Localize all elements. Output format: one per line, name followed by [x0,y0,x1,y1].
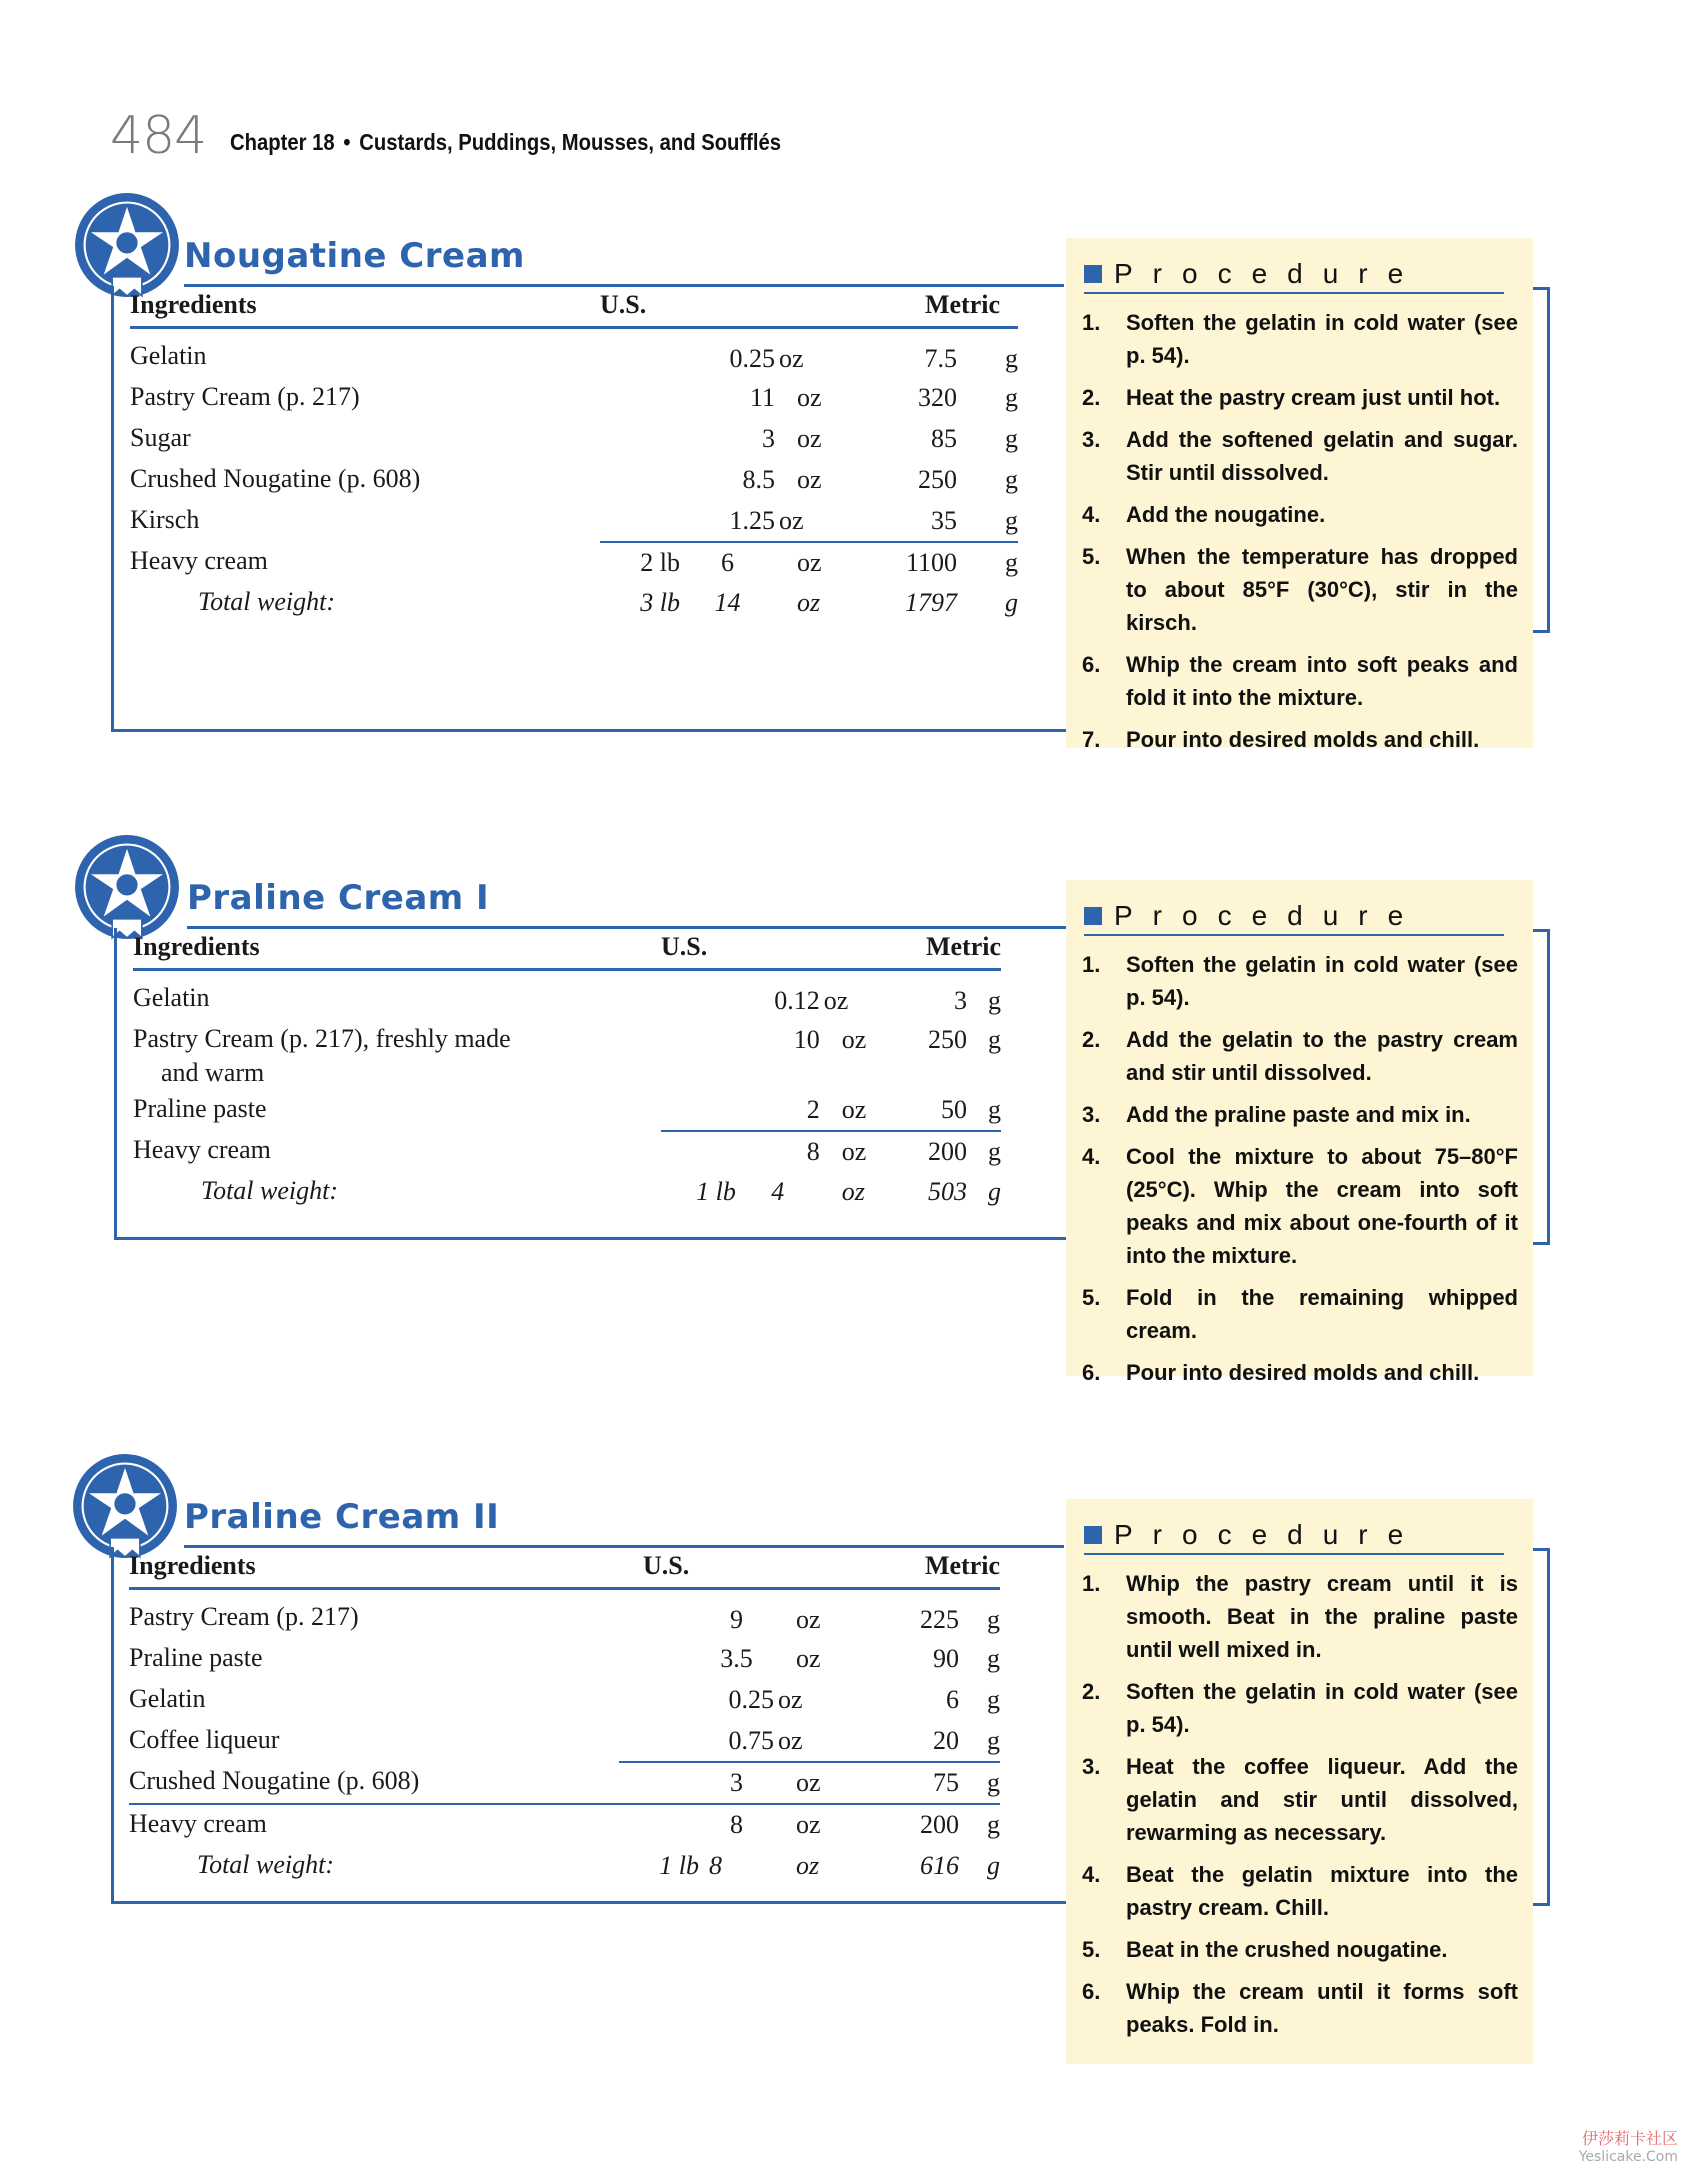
list-item [1082,1975,1518,2041]
watermark-chinese: 伊莎莉卡社区 [1581,2129,1678,2148]
us-unit: oz [778,1685,803,1714]
ingredients-table [133,932,1001,1213]
list-item [1082,648,1518,714]
list-item [1082,1356,1518,1389]
procedure-heading [1084,258,1423,290]
metric-amount: 200 [920,1810,959,1839]
us-amount: 0.25 [729,344,775,373]
list-item [1082,1675,1518,1741]
square-bullet-icon [1084,907,1102,925]
header-ingredients: Ingredients [133,932,661,970]
us-pounds [600,378,680,419]
us-pounds [661,970,736,1021]
metric-unit: g [1005,548,1018,577]
procedure-steps [1082,948,1518,1398]
metric-amount: 50 [866,1090,967,1131]
table-row [130,419,1018,460]
table-row [133,1090,1001,1131]
us-unit: oz [796,1605,821,1634]
us-pounds: 1 lb [696,1177,736,1206]
table-row [130,378,1018,419]
ingredients-table [129,1551,1000,1887]
us-amount: 11 [749,383,775,412]
step-text: Cool the mixture to about 75–80°F (25°C). Whip the cream into soft peaks and mix about one-fourth of it into the mixture. [1126,1144,1518,1268]
metric-unit: g [987,1644,1000,1673]
us-unit: oz [820,1090,867,1131]
step-text: Beat the gelatin mixture into the pastry cream. Chill. [1126,1862,1518,1920]
metric-amount: 250 [927,1025,967,1054]
ingredient-name: Praline paste [133,1094,267,1123]
us-pounds: 1 lb [659,1851,699,1880]
metric-unit: g [959,1721,1000,1762]
us-amount: 9 [730,1605,743,1634]
total-row [129,1846,1000,1887]
step-number: 3. [1082,1754,1101,1779]
list-item [1082,306,1518,372]
cordon-bleu-logo-icon [74,834,180,940]
us-amount: 3 [762,424,775,453]
us-amount: 10 [793,1025,820,1054]
step-number: 5. [1082,544,1101,569]
ingredient-name [133,1020,661,1090]
step-number: 3. [1082,427,1101,452]
bullet-separator: • [343,129,351,155]
chapter-title: Custards, Puddings, Mousses, and Soufflés [359,129,782,155]
header-us: U.S. [619,1551,829,1589]
step-text: Heat the pastry cream just until hot. [1126,385,1501,410]
us-pounds [619,1639,699,1680]
table-header-row [129,1551,1000,1589]
step-text: Soften the gelatin in cold water (see p. 54). [1126,1679,1518,1737]
us-amount: 8.5 [742,465,775,494]
list-item [1082,498,1518,531]
cordon-bleu-logo-icon [74,192,180,298]
metric-unit: g [988,1177,1001,1206]
us-amount: 0.12 [774,986,820,1015]
us-amount: 8 [709,1851,722,1880]
ingredient-name: Gelatin [130,341,207,370]
us-pounds [661,1090,736,1131]
step-text: Beat in the crushed nougatine. [1126,1937,1448,1962]
header-ingredients: Ingredients [130,290,600,328]
table-row [129,1804,1000,1846]
step-number: 2. [1082,1679,1101,1704]
metric-unit: g [967,1090,1001,1131]
list-item [1082,381,1518,414]
total-row [130,583,1018,624]
step-number: 2. [1082,1027,1101,1052]
procedure-heading [1084,1519,1423,1551]
metric-unit: g [1005,383,1018,412]
ingredient-name: Heavy cream [130,546,268,575]
list-item [1082,948,1518,1014]
table-row [129,1721,1000,1762]
list-item [1082,1140,1518,1272]
metric-unit: g [987,1685,1000,1714]
step-text: When the temperature has dropped to about 85°F (30°C), stir in the kirsch. [1126,544,1518,635]
us-amount: 1.25 [680,501,775,542]
table-row [129,1680,1000,1721]
step-text: Whip the cream into soft peaks and fold it into the mixture. [1126,652,1518,710]
us-pounds: 3 lb [640,588,680,617]
recipe-title: Praline Cream II [184,1497,500,1537]
step-number: 3. [1082,1102,1101,1127]
list-item [1082,1567,1518,1666]
us-unit: oz [841,1177,865,1206]
step-text: Whip the cream until it forms soft peaks. Fold in. [1126,1979,1518,2037]
metric-amount: 250 [918,465,957,494]
metric-unit: g [957,501,1018,542]
us-amount: 6 [721,548,734,577]
ingredient-name: Crushed Nougatine (p. 608) [130,464,421,493]
list-item [1082,1933,1518,1966]
list-item [1082,1023,1518,1089]
step-text: Add the gelatin to the pastry cream and stir until dissolved. [1126,1027,1518,1085]
square-bullet-icon [1084,265,1102,283]
step-number: 2. [1082,385,1101,410]
metric-unit: g [987,1810,1000,1839]
us-unit: oz [797,424,822,453]
step-number: 1. [1082,1571,1101,1596]
us-unit: oz [796,1810,821,1839]
ingredient-name: Pastry Cream (p. 217) [129,1602,359,1631]
us-amount: 4 [771,1177,785,1206]
ingredient-name: Kirsch [130,505,200,534]
step-text: Add the softened gelatin and sugar. Stir until dissolved. [1126,427,1518,485]
us-unit: oz [775,501,827,542]
metric-unit: g [988,1137,1001,1166]
procedure-panel [1066,1499,1533,2064]
chapter-label: Chapter 18 [230,129,335,155]
table-row [133,970,1001,1021]
table-row [129,1639,1000,1680]
ingredient-name: Gelatin [129,1684,206,1713]
procedure-rule [1084,1553,1504,1555]
page-header [110,92,856,166]
procedure-panel [1066,238,1533,752]
table-row [133,1020,1001,1090]
header-ingredients: Ingredients [129,1551,619,1589]
procedure-panel [1066,880,1533,1385]
table-row [129,1589,1000,1640]
table-row [129,1762,1000,1804]
us-pounds [619,1804,699,1846]
us-unit: oz [774,1762,829,1804]
metric-unit: g [1005,344,1018,373]
recipe-title: Nougatine Cream [184,236,525,276]
cordon-bleu-logo-icon [72,1453,178,1559]
ingredient-name: Coffee liqueur [129,1725,280,1754]
recipe-title: Praline Cream I [187,878,490,918]
step-number: 4. [1082,502,1101,527]
list-item [1082,423,1518,489]
ingredient-name: Heavy cream [133,1135,271,1164]
us-amount: 14 [714,588,741,617]
procedure-label: Procedure [1114,1519,1424,1550]
metric-amount: 20 [829,1721,959,1762]
step-text: Whip the pastry cream until it is smooth. Beat in the praline paste until well mixed in. [1126,1571,1518,1662]
step-text: Heat the coffee liqueur. Add the gelatin and stir until dissolved, rewarming as necessary. [1126,1754,1518,1845]
us-pounds [619,1721,699,1762]
header-us: U.S. [661,932,866,970]
step-number: 4. [1082,1144,1101,1169]
us-pounds [600,460,680,501]
total-label: Total weight: [197,1850,335,1879]
metric-amount: 7.5 [924,344,957,373]
header-metric: Metric [829,1551,1000,1589]
procedure-rule [1084,292,1504,294]
metric-unit: g [959,1762,1000,1804]
us-unit: oz [797,588,821,617]
procedure-steps [1082,1567,1518,2050]
page-number: 484 [110,106,207,166]
square-bullet-icon [1084,1526,1102,1544]
us-pounds [661,1020,736,1090]
procedure-rule [1084,934,1504,936]
us-amount: 0.75 [699,1721,774,1762]
step-number: 6. [1082,1360,1101,1385]
list-item [1082,723,1518,756]
us-amount: 3 [699,1762,774,1804]
table-header-row [130,290,1018,328]
us-unit: oz [779,344,804,373]
metric-amount: 6 [946,1685,959,1714]
list-item [1082,1098,1518,1131]
metric-amount: 3 [953,986,967,1015]
procedure-heading [1084,900,1423,932]
metric-amount: 320 [918,383,957,412]
ingredient-name: Pastry Cream (p. 217) [130,382,360,411]
ingredient-name-text: Pastry Cream (p. 217), freshly made and warm [133,1024,511,1087]
us-unit: oz [797,383,822,412]
us-pounds [619,1680,699,1721]
us-pounds [600,419,680,460]
header-metric: Metric [866,932,1001,970]
metric-amount: 1100 [905,548,957,577]
table-row [130,542,1018,583]
total-label: Total weight: [201,1176,339,1205]
metric-unit: g [987,1851,1000,1880]
metric-amount: 1797 [905,588,957,617]
step-number: 7. [1082,727,1101,752]
metric-amount: 85 [931,424,957,453]
us-unit: oz [841,1025,867,1054]
total-row [133,1172,1001,1213]
us-unit: oz [841,1137,867,1166]
us-pounds [600,328,680,379]
ingredient-name: Crushed Nougatine (p. 608) [129,1762,619,1804]
procedure-label: Procedure [1114,258,1424,289]
metric-amount: 225 [920,1605,959,1634]
ingredients-table [130,290,1018,624]
total-label: Total weight: [198,587,336,616]
us-unit: oz [796,1644,821,1673]
step-number: 1. [1082,952,1101,977]
list-item [1082,1858,1518,1924]
us-unit: oz [796,1851,820,1880]
step-number: 4. [1082,1862,1101,1887]
step-text: Pour into desired molds and chill. [1126,727,1480,752]
step-text: Add the nougatine. [1126,502,1326,527]
metric-amount: 200 [927,1137,967,1166]
step-number: 1. [1082,310,1101,335]
metric-amount: 35 [827,501,957,542]
us-unit: oz [774,1721,829,1762]
us-amount: 8 [730,1810,743,1839]
step-text: Add the praline paste and mix in. [1126,1102,1471,1127]
list-item [1082,540,1518,639]
metric-unit: g [1005,424,1018,453]
us-unit: oz [797,548,822,577]
list-item [1082,1750,1518,1849]
us-pounds [619,1589,699,1640]
step-text: Soften the gelatin in cold water (see p. 54). [1126,952,1518,1010]
chapter-heading [230,129,781,156]
ingredient-name: Sugar [130,423,191,452]
metric-amount: 90 [933,1644,959,1673]
us-pounds [600,501,680,542]
step-text: Pour into desired molds and chill. [1126,1360,1480,1385]
us-amount: 0.25 [728,1685,774,1714]
us-amount: 3.5 [720,1644,753,1673]
ingredient-name: Gelatin [133,983,210,1012]
us-unit: oz [823,986,849,1015]
header-metric: Metric [827,290,1018,328]
header-us: U.S. [600,290,827,328]
procedure-steps [1082,306,1518,765]
metric-amount: 503 [927,1177,967,1206]
metric-amount: 75 [829,1762,959,1804]
metric-amount: 616 [920,1851,959,1880]
step-number: 5. [1082,1937,1101,1962]
step-text: Fold in the remaining whipped cream. [1126,1285,1518,1343]
table-header-row [133,932,1001,970]
us-amount: 2 [736,1090,820,1131]
us-pounds: 2 lb [640,548,680,577]
ingredient-name: Heavy cream [129,1809,267,1838]
step-number: 6. [1082,1979,1101,2004]
us-pounds [661,1131,736,1172]
metric-unit: g [987,1605,1000,1634]
us-amount: 8 [806,1137,820,1166]
metric-unit: g [1005,465,1018,494]
step-number: 5. [1082,1285,1101,1310]
step-number: 6. [1082,652,1101,677]
list-item [1082,1281,1518,1347]
table-row [133,1131,1001,1172]
metric-unit: g [988,1025,1001,1054]
table-row [130,501,1018,542]
metric-unit: g [1005,588,1018,617]
site-watermark [1579,2126,1678,2165]
us-unit: oz [797,465,822,494]
watermark-url: Yeslicake.Com [1578,2149,1678,2165]
procedure-label: Procedure [1114,900,1424,931]
us-pounds [619,1762,699,1804]
step-text: Soften the gelatin in cold water (see p. 54). [1126,310,1518,368]
metric-unit: g [988,986,1001,1015]
table-row [130,328,1018,379]
table-row [130,460,1018,501]
ingredient-name: Praline paste [129,1643,263,1672]
